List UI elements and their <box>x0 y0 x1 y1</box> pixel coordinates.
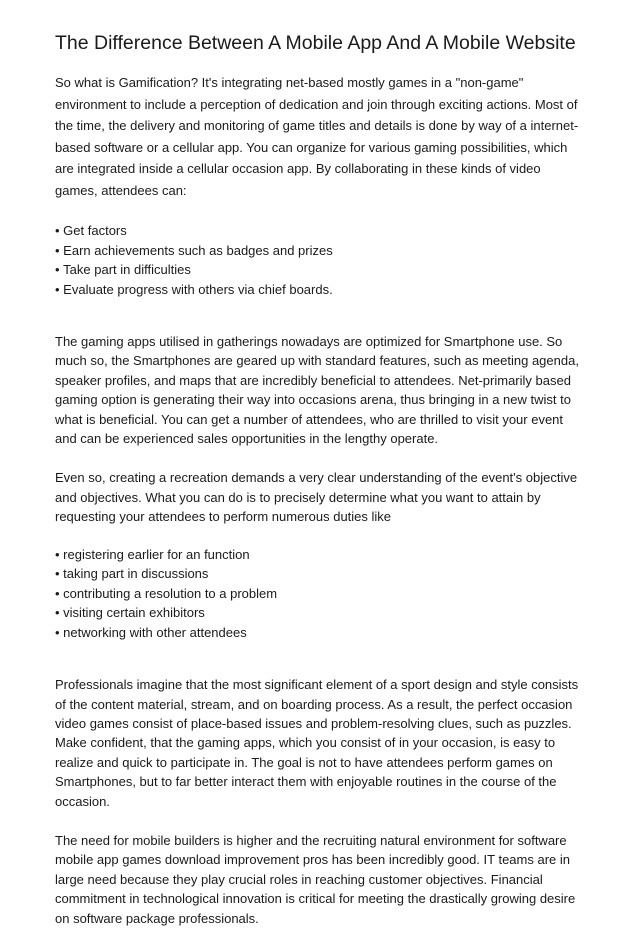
list-item: • Take part in difficulties <box>55 260 585 280</box>
duties-list <box>55 545 585 643</box>
list-item: • registering earlier for an function <box>55 545 585 565</box>
list-item: • Get factors <box>55 221 585 241</box>
body-paragraph: The gaming apps utilised in gatherings nowadays are optimized for Smartphone use. So much so, the Smartphones are geared up with standard features, such as meeting agenda, speaker profiles, and maps that are incredibly beneficial to attendees. Net-primarily based gaming option is generating their way into occasions arena, thus bringing in a new twist to what is beneficial. You can get a number of attendees, who are thrilled to visit your event and can be experienced sales opportunities in the lengthy operate. <box>55 334 579 447</box>
body-paragraph: The need for mobile builders is higher and the recruiting natural environment for software mobile app games download improvement pros has been incredibly good. IT teams are in large need because they play crucial roles in reaching customer objectives. Financial commitment in technological innovation is critical for meeting the drastically growing desire on software package professionals. <box>55 833 576 926</box>
list-item: • Evaluate progress with others via chief boards. <box>55 280 585 300</box>
list-item: • networking with other attendees <box>55 623 585 643</box>
body-paragraph: Even so, creating a recreation demands a very clear understanding of the event's objective and objectives. What you can do is to precisely determine what you want to attain by requesting your attendees to perform numerous duties like <box>55 470 578 525</box>
list-item: • taking part in discussions <box>55 564 585 584</box>
list-item: • contributing a resolution to a problem <box>55 584 585 604</box>
document-page <box>55 0 585 928</box>
benefits-list <box>55 221 585 299</box>
body-paragraph: Professionals imagine that the most significant element of a sport design and style consists of the content material, stream, and on boarding process. As a result, the perfect occasion video games consist of place-based issues and problem-resolving clues, such as puzzles. Make confident, that the gaming apps, which you consist of in your occasion, is easy to realize and quick to participate in. The goal is not to have attendees perform games on Smartphones, but to far better interact them with enjoyable routines in the course of the occasion. <box>55 677 579 809</box>
intro-paragraph: So what is Gamification? It's integrating net-based mostly games in a "non-game" environment to include a perception of dedication and join through exciting actions. Most of the time, the delivery and monitoring of game titles and details is done by way of a internet-based software or a cellular app. You can organize for various gaming possibilities, which are integrated inside a cellular occasion app. By collaborating in these kinds of video games, attendees can: <box>55 75 579 198</box>
list-item: • Earn achievements such as badges and prizes <box>55 241 585 261</box>
page-title: The Difference Between A Mobile App And A Mobile Website <box>55 32 576 54</box>
list-item: • visiting certain exhibitors <box>55 603 585 623</box>
